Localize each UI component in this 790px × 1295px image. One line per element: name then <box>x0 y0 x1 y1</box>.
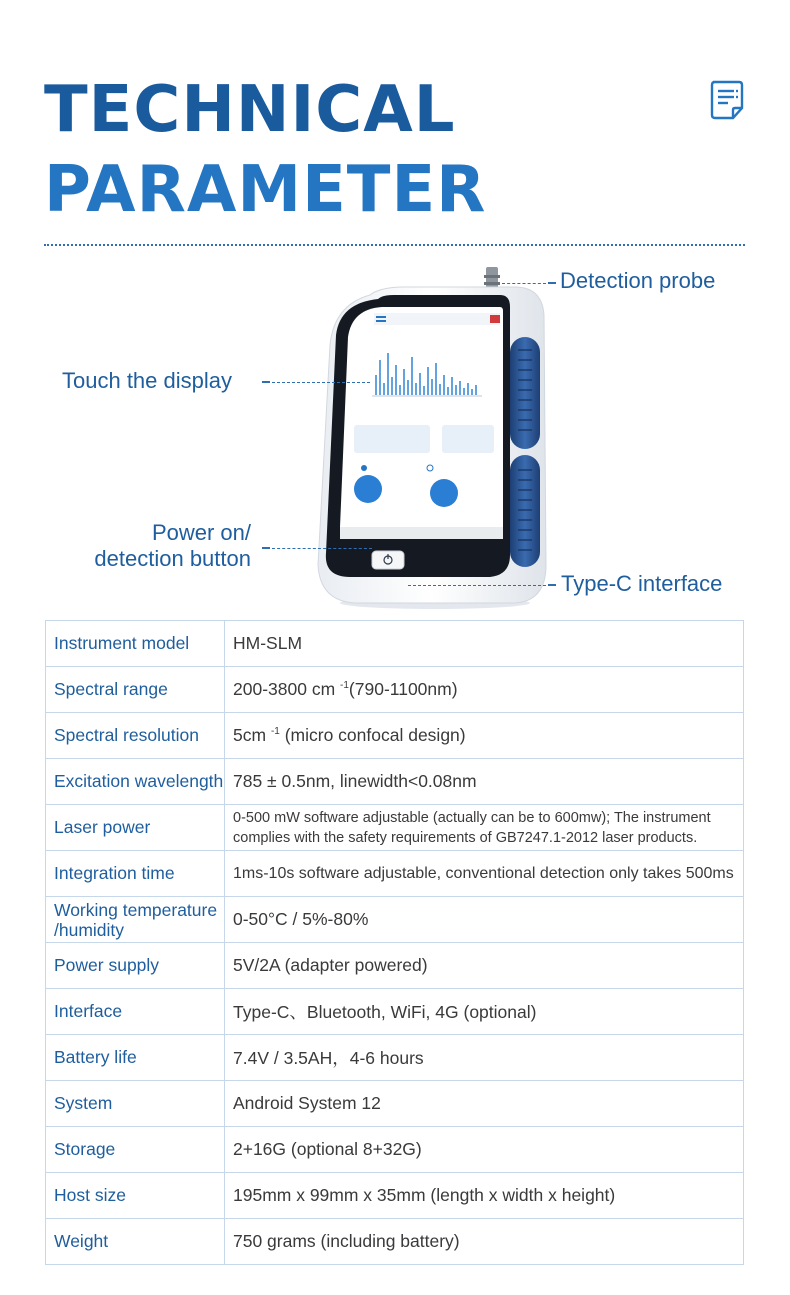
spec-label: Weight <box>46 1219 225 1265</box>
table-row <box>46 805 744 851</box>
spec-value: 7.4V / 3.5AH，4-6 hours <box>225 1035 744 1081</box>
table-row <box>46 667 744 713</box>
spec-label: Excitation wavelength <box>46 759 225 805</box>
table-row <box>46 989 744 1035</box>
spec-label: Interface <box>46 989 225 1035</box>
table-row <box>46 621 744 667</box>
spec-value: 0-50°C / 5%-80% <box>225 897 744 943</box>
spec-value-main: 200-3800 cm <box>233 679 341 699</box>
title-line-1: TECHNICAL <box>44 73 456 147</box>
typec-leader-dash <box>548 584 556 586</box>
table-row <box>46 943 744 989</box>
spec-label: Spectral resolution <box>46 713 225 759</box>
probe-leader-dash <box>548 282 556 284</box>
table-row <box>46 897 744 943</box>
spec-value: 2+16G (optional 8+32G) <box>225 1127 744 1173</box>
callout-typec-interface: Type-C interface <box>561 571 723 596</box>
table-row <box>46 1035 744 1081</box>
callout-detection-probe: Detection probe <box>560 268 716 293</box>
spec-value-superscript: -1 <box>340 680 349 692</box>
spec-value: 750 grams (including battery) <box>225 1219 744 1265</box>
power-leader-line <box>272 548 372 549</box>
table-row <box>46 1081 744 1127</box>
typec-leader-line <box>408 585 546 586</box>
spec-value-line1: 0-500 mW software adjustable (actually can be to 600mw); The instrument <box>233 809 711 826</box>
spec-value: HM-SLM <box>233 633 303 653</box>
spec-value: 5V/2A (adapter powered) <box>225 943 744 989</box>
spec-label: Power supply <box>46 943 225 989</box>
callout-touch-display: Touch the display <box>62 368 232 393</box>
probe-leader-line <box>502 283 546 284</box>
display-leader-dash <box>262 381 270 383</box>
spec-value-line2: complies with the safety requirements of GB7247.1-2012 laser products. <box>233 829 698 846</box>
spec-value <box>225 713 744 759</box>
device-illustration-area <box>0 255 790 615</box>
table-row <box>46 1219 744 1265</box>
spec-table <box>45 620 744 1265</box>
spec-value <box>225 667 744 713</box>
document-list-icon <box>709 80 745 120</box>
spec-value: 195mm x 99mm x 35mm (length x width x height) <box>225 1173 744 1219</box>
spec-value: Type-C、Bluetooth, WiFi, 4G (optional) <box>225 989 744 1035</box>
page-title <box>44 70 486 230</box>
spec-label-line1: Working temperature <box>54 899 218 920</box>
callout-power-line2: detection button <box>94 546 251 571</box>
section-divider <box>44 244 745 246</box>
spec-label: Host size <box>46 1173 225 1219</box>
title-line-2: PARAMETER <box>44 153 487 227</box>
table-row <box>46 851 744 897</box>
spec-value-rest: (micro confocal design) <box>279 725 466 745</box>
spec-value: Android System 12 <box>225 1081 744 1127</box>
table-row <box>46 713 744 759</box>
spec-label: Spectral range <box>46 667 225 713</box>
spec-value-rest: (790-1100nm) <box>348 679 458 699</box>
spec-value-main: 5cm <box>233 725 271 745</box>
spec-label: System <box>46 1081 225 1127</box>
spec-value-superscript: -1 <box>270 726 280 738</box>
spec-label: Instrument model <box>46 621 225 667</box>
power-leader-dash <box>262 547 270 549</box>
table-row <box>46 759 744 805</box>
spec-label-line2: /humidity <box>54 919 125 940</box>
spectrometer-device-image <box>310 265 550 610</box>
spec-label: Storage <box>46 1127 225 1173</box>
spec-value <box>225 805 744 851</box>
table-row <box>46 1173 744 1219</box>
spec-value: 1ms-10s software adjustable, conventional detection only takes 500ms <box>225 851 744 897</box>
table-row <box>46 1127 744 1173</box>
spec-label: Battery life <box>46 1035 225 1081</box>
spec-value: 785 ± 0.5nm, linewidth<0.08nm <box>225 759 744 805</box>
spec-label: Laser power <box>46 805 225 851</box>
callout-power-button <box>69 520 251 572</box>
callout-power-line1: Power on/ <box>151 520 251 545</box>
spec-label: Integration time <box>46 851 225 897</box>
display-leader-line <box>272 382 370 383</box>
spec-label <box>46 897 225 943</box>
